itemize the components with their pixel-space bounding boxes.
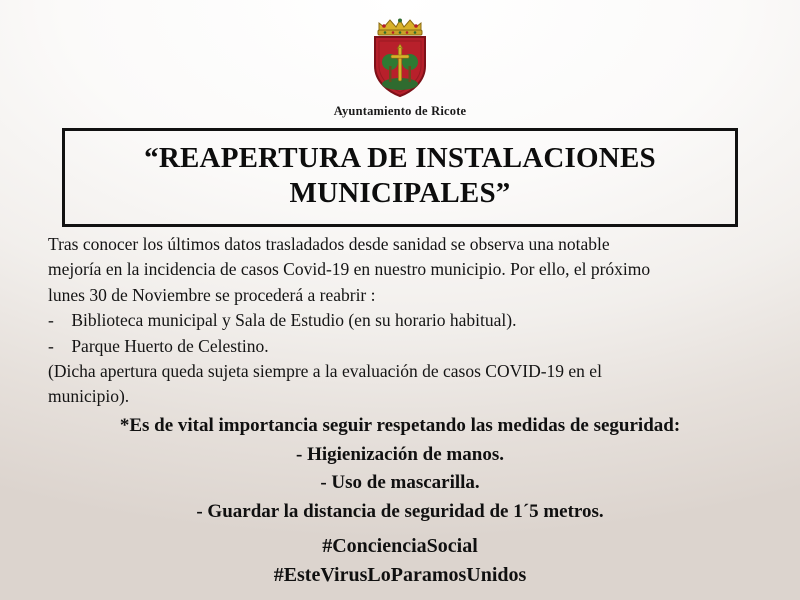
closing-line-2: municipio).: [48, 386, 130, 407]
closing-line-1: (Dicha apertura queda sujeta siempre a la evaluación de casos COVID-19 en el: [48, 360, 602, 381]
list-item: - Biblioteca municipal y Sala de Estudio (en su horario habitual).: [48, 310, 517, 331]
body-line-1: Tras conocer los últimos datos trasladados desde sanidad se observa una notable: [48, 234, 610, 254]
measure-item-mask: - Uso de mascarilla.: [320, 472, 480, 493]
header-crest-block: [0, 14, 800, 119]
list-item: - Parque Huerto de Celestino.: [48, 335, 269, 356]
body-line-3: lunes 30 de Noviembre se procederá a reabrir :: [48, 284, 376, 305]
title-box: [62, 128, 738, 227]
title-line-1: “REAPERTURA DE INSTALACIONES: [144, 142, 656, 174]
hashtags-block: [0, 532, 800, 590]
organization-name: Ayuntamiento de Ricote: [333, 104, 467, 118]
measure-item-distance: - Guardar la distancia de seguridad de 1´5 metros.: [196, 500, 604, 522]
coat-of-arms-icon: [363, 14, 437, 100]
measure-item-hand-hygiene: - Higienización de manos.: [296, 443, 504, 465]
title-line-2: MUNICIPALES”: [289, 177, 511, 210]
hashtag-conciencia-social: #ConcienciaSocial: [322, 535, 478, 557]
measures-heading: *Es de vital importancia seguir respetando las medidas de seguridad:: [119, 415, 681, 436]
body-line-2: mejoría en la incidencia de casos Covid-19 en nuestro municipio. Por ello, el próximo: [48, 259, 651, 280]
body-text: [48, 232, 758, 410]
hashtag-este-virus-lo-paramos-unidos: #EsteVirusLoParamosUnidos: [273, 564, 527, 586]
safety-measures: [0, 412, 800, 526]
